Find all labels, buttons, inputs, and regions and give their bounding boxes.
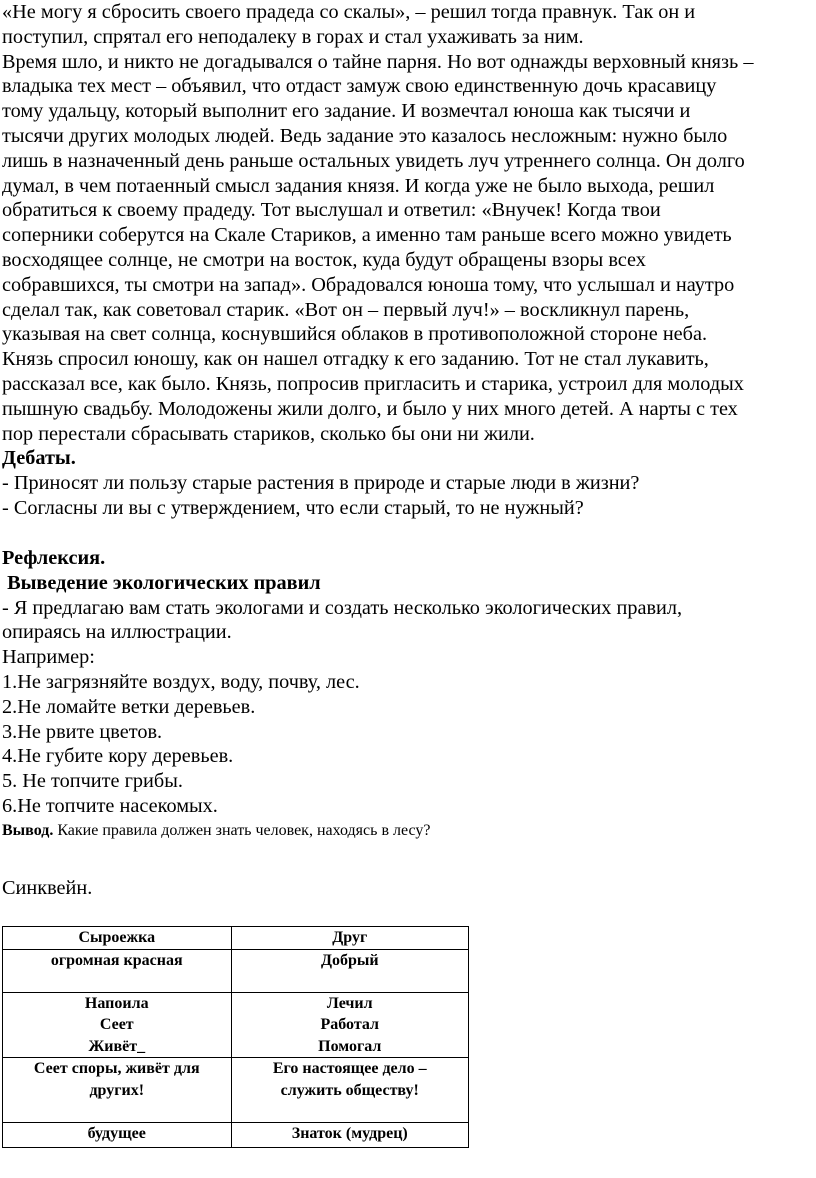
cell-line: Живёт_ <box>88 1037 146 1055</box>
table-cell <box>231 992 468 1058</box>
reflection-intro-line: опираясь на иллюстрации. <box>2 621 232 644</box>
cell-line: Сеет споры, живёт для <box>33 1060 200 1077</box>
story-text <box>0 0 754 521</box>
example-label: Например: <box>2 646 95 669</box>
cell-line: служить обществу! <box>280 1081 419 1099</box>
cinquain-table <box>2 926 469 1148</box>
story-line: восходящее солнце, не смотри на восток, куда будут обращены взоры всех <box>2 248 646 271</box>
cell-line: других! <box>89 1081 145 1099</box>
story-line: рассказал все, как было. Князь, попросив пригласить и старика, устроил для молодых <box>2 372 744 395</box>
cell-line: Помогал <box>318 1037 382 1055</box>
reflection-heading: Рефлексия. <box>2 547 106 569</box>
conclusion-line <box>0 819 682 843</box>
table-cell <box>231 1058 468 1123</box>
table-row <box>3 927 469 950</box>
story-line: пор перестали сбрасывать стариков, сколько бы они ни жили. <box>2 422 535 445</box>
story-line: соперники соберутся на Скале Стариков, а именно там раньше всего можно увидеть <box>2 224 732 247</box>
rule-item: 5. Не топчите грибы. <box>2 770 183 793</box>
table-cell: будущее <box>3 1123 232 1148</box>
reflection-section <box>0 546 682 843</box>
cell-line: Лечил <box>326 994 373 1012</box>
table-cell <box>3 1058 232 1123</box>
debate-question: - Согласны ли вы с утверждением, что если старый, то не нужный? <box>2 496 584 519</box>
story-line: владыка тех мест – объявил, что отдаст замуж свою единственную дочь красавицу <box>2 75 717 98</box>
table-row <box>3 1123 469 1148</box>
story-line: «Не могу я сбросить своего прадеда со скалы», – решил тогда правнук. Так он и <box>2 1 696 23</box>
debates-heading: Дебаты. <box>2 447 76 470</box>
story-line: указывая на свет солнца, коснувшийся облаков в противоположной стороне неба. <box>2 323 708 346</box>
cell-line: Его настоящее дело – <box>272 1060 427 1077</box>
story-line: поступил, спрятал его неподалеку в горах и стал ухаживать за ним. <box>2 25 584 48</box>
table-cell: огромная красная <box>3 949 232 992</box>
story-line: лишь в назначенный день раньше остальных увидеть луч утреннего солнца. Он долго <box>2 149 745 172</box>
reflection-subheading: Выведение экологических правил <box>2 571 321 594</box>
story-line: тому удальцу, который выполнит его задание. И возмечтал юноша как тысячи и <box>2 100 691 123</box>
table-cell <box>3 992 232 1058</box>
table-cell: Друг <box>231 927 468 950</box>
table-row <box>3 1058 469 1123</box>
table-cell: Знаток (мудрец) <box>231 1123 468 1148</box>
reflection-intro-line: - Я предлагаю вам стать экологами и создать несколько экологических правил, <box>2 596 683 619</box>
rule-item: 6.Не топчите насекомых. <box>2 794 218 817</box>
story-line: пышную свадьбу. Молодожены жили долго, и было у них много детей. А нарты с тех <box>2 397 738 420</box>
conclusion-label: Вывод. <box>2 821 54 839</box>
rule-item: 1.Не загрязняйте воздух, воду, почву, лес. <box>2 670 360 693</box>
story-line: обратиться к своему прадеду. Тот выслушал и ответил: «Внучек! Когда твои <box>2 199 661 222</box>
cell-line: Напоила <box>84 994 149 1012</box>
cell-line: Работал <box>320 1016 380 1033</box>
rule-item: 2.Не ломайте ветки деревьев. <box>2 695 256 718</box>
story-line: собравшихся, ты смотри на запад». Обрадовался юноша тому, что услышал и наутро <box>2 273 735 296</box>
story-line: Князь спросил юношу, как он нашел отгадку к его заданию. Тот не стал лукавить, <box>2 348 709 371</box>
rule-item: 4.Не губите кору деревьев. <box>2 745 234 768</box>
table-cell: Сыроежка <box>3 927 232 950</box>
rule-item: 3.Не рвите цветов. <box>2 720 163 743</box>
table-row <box>3 992 469 1058</box>
cinquain-heading: Синквейн. <box>2 877 93 899</box>
story-line: Время шло, и никто не догадывался о тайне парня. Но вот однажды верховный князь – <box>2 50 754 73</box>
story-line: сделал так, как советовал старик. «Вот он – первый луч!» – воскликнул парень, <box>2 298 690 321</box>
table-cell: Добрый <box>231 949 468 992</box>
story-line: думал, в чем потаенный смысл задания князя. И когда уже не было выхода, решил <box>2 174 715 197</box>
story-line: тысячи других молодых людей. Ведь задание это казалось несложным: нужно было <box>2 124 728 147</box>
conclusion-text: Какие правила должен знать человек, находясь в лесу? <box>53 821 431 839</box>
table-row <box>3 949 469 992</box>
cell-line: Сеет <box>99 1016 134 1033</box>
debate-question: - Приносят ли пользу старые растения в природе и старые люди в жизни? <box>2 472 640 495</box>
